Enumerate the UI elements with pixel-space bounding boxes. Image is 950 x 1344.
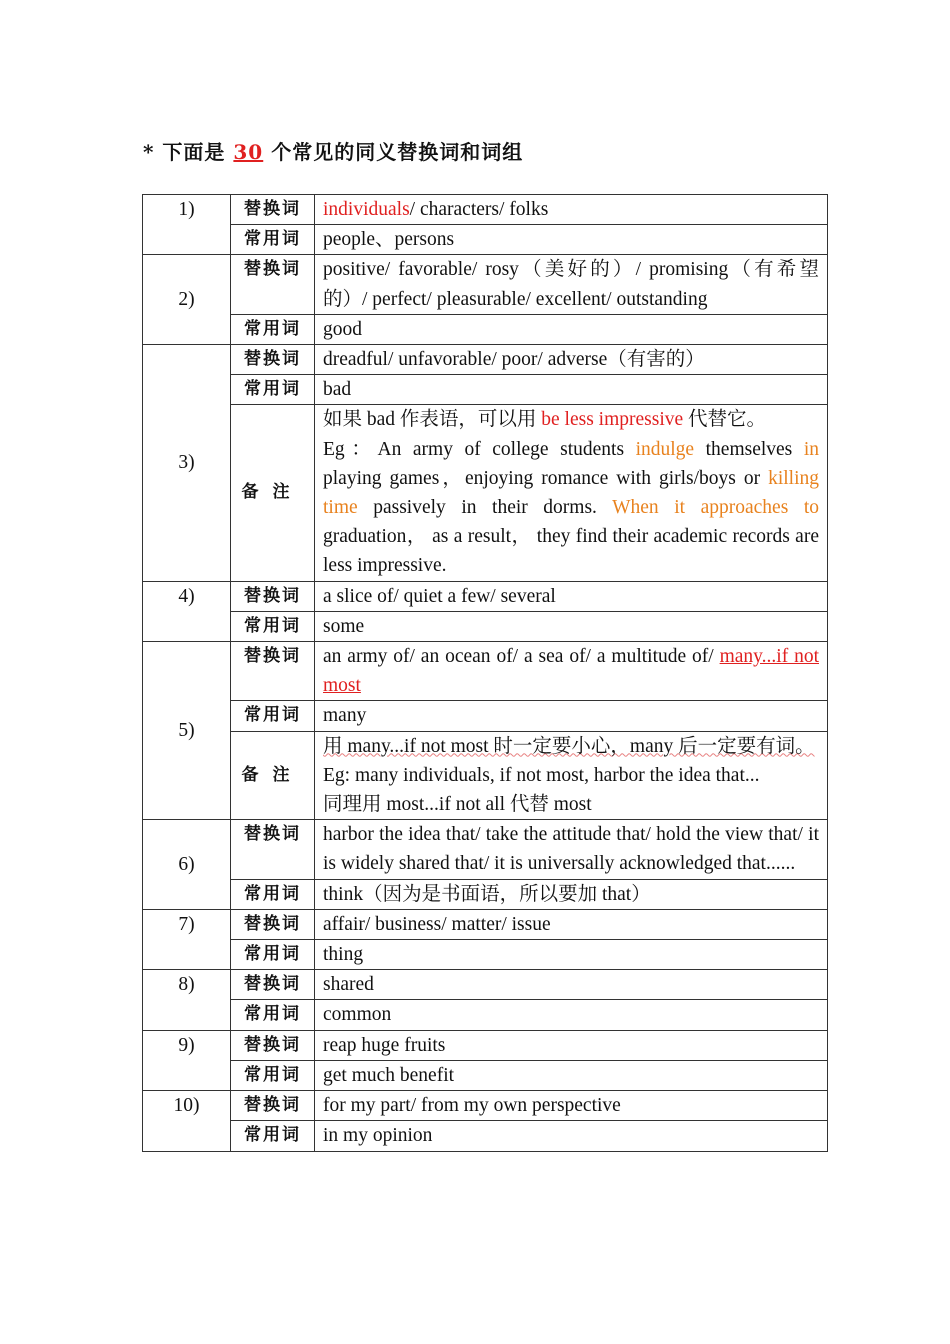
common-label: 常用词: [231, 879, 315, 909]
note-text: 同理用 most...if not all 代替 most: [323, 794, 592, 816]
table-row: [143, 970, 828, 1000]
common-content: thing: [315, 940, 828, 970]
common-content: get much benefit: [315, 1060, 828, 1090]
table-row: [143, 1060, 828, 1090]
common-label: 常用词: [231, 701, 315, 731]
replace-label: 替换词: [231, 255, 315, 314]
highlight-text: many...if not most: [323, 646, 819, 697]
common-content: many: [315, 701, 828, 731]
note-label: 备注: [231, 731, 315, 820]
replace-content: dreadful/ unfavorable/ poor/ adverse（有害的）: [315, 345, 828, 375]
note-text: 如果 bad 作表语，可以用: [323, 409, 542, 431]
row-number: 3): [143, 345, 231, 582]
common-label: 常用词: [231, 940, 315, 970]
table-row: [143, 879, 828, 909]
note-text: graduation， as a result， they find their academic records are less impressive.: [323, 526, 819, 577]
replace-content: harbor the idea that/ take the attitude that/ hold the view that/ it is widely shared that/ it is universally acknowledged that......: [315, 820, 828, 879]
table-row: [143, 225, 828, 255]
table-row: [143, 820, 828, 879]
common-label: 常用词: [231, 375, 315, 405]
common-label: 常用词: [231, 1121, 315, 1151]
replace-text: / characters/ folks: [409, 199, 549, 220]
common-label: 常用词: [231, 611, 315, 641]
table-row: [143, 701, 828, 731]
row-number: 1): [143, 195, 231, 255]
note-text: Eg：An army of college students: [323, 438, 636, 460]
replace-content: [315, 642, 828, 701]
highlight-text: in: [803, 438, 819, 460]
table-row: [143, 1000, 828, 1030]
row-number: 4): [143, 581, 231, 641]
replace-label: 替换词: [231, 195, 315, 225]
note-text: themselves: [694, 438, 804, 460]
common-content: good: [315, 314, 828, 344]
title-number: 30: [233, 140, 264, 164]
table-row: [143, 1091, 828, 1121]
row-number: 6): [143, 820, 231, 910]
replace-content: a slice of/ quiet a few/ several: [315, 581, 828, 611]
note-text: Eg: many individuals, if not most, harbor the idea that...: [323, 764, 760, 786]
note-text: 代替它。: [683, 409, 767, 431]
table-row: [143, 909, 828, 939]
highlight-text: When it approaches to: [612, 497, 820, 519]
common-label: 常用词: [231, 314, 315, 344]
replace-label: 替换词: [231, 820, 315, 879]
common-content: think（因为是书面语，所以要加 that）: [315, 879, 828, 909]
highlight-text: indulge: [635, 438, 695, 460]
replace-content: for my part/ from my own perspective: [315, 1091, 828, 1121]
row-number: 10): [143, 1091, 231, 1151]
title-suffix: 个常见的同义替换词和词组: [263, 140, 524, 164]
replace-content: positive/ favorable/ rosy（美好的）/ promising（有希望的）/ perfect/ pleasurable/ excellent/ outstanding: [315, 255, 828, 314]
table-row: [143, 642, 828, 701]
replace-content: reap huge fruits: [315, 1030, 828, 1060]
table-row: [143, 345, 828, 375]
common-content: bad: [315, 375, 828, 405]
replace-label: 替换词: [231, 1030, 315, 1060]
highlight-text: individuals: [323, 199, 410, 220]
common-label: 常用词: [231, 1000, 315, 1030]
table-row: [143, 195, 828, 225]
note-text: passively in their dorms.: [357, 497, 613, 519]
replace-label: 替换词: [231, 642, 315, 701]
row-number: 5): [143, 642, 231, 820]
replace-label: 替换词: [231, 970, 315, 1000]
table-row: [143, 1030, 828, 1060]
table-row: [143, 940, 828, 970]
common-content: in my opinion: [315, 1121, 828, 1151]
note-text: 用 many...if not most 时一定要小心，many 后一定要有词。: [323, 735, 815, 757]
common-content: people、persons: [315, 225, 828, 255]
table-row: [143, 1121, 828, 1151]
synonym-table: [142, 194, 828, 1152]
common-label: 常用词: [231, 225, 315, 255]
common-label: 常用词: [231, 1060, 315, 1090]
replace-text: an army of/ an ocean of/ a sea of/ a multitude of/: [323, 646, 720, 668]
replace-label: 替换词: [231, 1091, 315, 1121]
replace-label: 替换词: [231, 581, 315, 611]
note-content: [315, 405, 828, 581]
highlight-text: killing time: [323, 467, 819, 519]
table-row: [143, 611, 828, 641]
highlight-text: be less impressive: [541, 409, 684, 431]
page-title: [143, 136, 523, 165]
table-row: [143, 255, 828, 314]
replace-label: 替换词: [231, 345, 315, 375]
replace-content: affair/ business/ matter/ issue: [315, 909, 828, 939]
table-row: [143, 405, 828, 581]
replace-content: [315, 195, 828, 225]
row-number: 9): [143, 1030, 231, 1090]
note-text: playing games，enjoying romance with girls/boys or: [323, 467, 769, 489]
table-row: [143, 731, 828, 820]
table-row: [143, 375, 828, 405]
row-number: 7): [143, 909, 231, 969]
common-content: common: [315, 1000, 828, 1030]
note-content: [315, 731, 828, 820]
common-content: some: [315, 611, 828, 641]
replace-label: 替换词: [231, 909, 315, 939]
table-row: [143, 581, 828, 611]
table-row: [143, 314, 828, 344]
replace-content: shared: [315, 970, 828, 1000]
title-prefix: * 下面是: [143, 140, 234, 164]
row-number: 2): [143, 255, 231, 345]
row-number: 8): [143, 970, 231, 1030]
note-label: 备注: [231, 405, 315, 581]
